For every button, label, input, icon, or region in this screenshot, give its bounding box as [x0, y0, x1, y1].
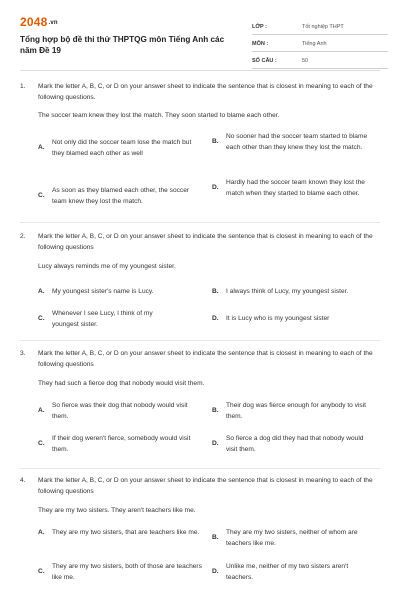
- option-d[interactable]: [212, 178, 376, 199]
- option-text: Hardly had the soccer team known they lost the match when they started to blame each other.: [226, 179, 365, 197]
- option-letter: D.: [212, 440, 219, 448]
- option-text: It is Lucy who is my youngest sister: [226, 315, 330, 322]
- question-number: 3.: [20, 350, 26, 357]
- option-letter: A.: [38, 144, 45, 152]
- option-a[interactable]: [38, 287, 202, 298]
- option-letter: B.: [212, 407, 219, 415]
- option-text: As soon as they blamed each other, the soccer team knew they lost the match.: [52, 187, 190, 205]
- meta-value: Tiếng Anh: [302, 41, 327, 47]
- meta-label: LỚP :: [252, 24, 267, 30]
- site-logo[interactable]: 2048.vn: [20, 15, 58, 29]
- meta-label: SỐ CÂU :: [252, 58, 277, 64]
- option-text: Not only did the soccer team lose the match but they blamed each other as well: [52, 139, 192, 157]
- option-letter: A.: [38, 407, 45, 415]
- option-letter: C.: [38, 315, 45, 323]
- option-b[interactable]: [212, 528, 376, 549]
- option-text: Unlike me, neither of my two sisters aren't teachers.: [226, 563, 349, 581]
- question-number: 1.: [20, 83, 26, 90]
- option-text: Whenever I see Lucy, I think of my youngest sister.: [52, 310, 153, 328]
- question-divider: [20, 468, 380, 469]
- header-divider: [20, 70, 380, 71]
- document-title: Tổng hợp bộ đề thi thử THPTQG môn Tiếng Anh các năm Đề 19: [20, 35, 225, 55]
- option-letter: B.: [212, 534, 219, 542]
- option-c[interactable]: [38, 186, 202, 207]
- meta-row-count: [252, 55, 388, 69]
- option-text: My youngest sister's name is Lucy.: [52, 288, 154, 295]
- meta-value: Tốt nghiệp THPT: [302, 24, 344, 30]
- question-instruction: Mark the letter A, B, C, or D on your answer sheet to indicate the sentence that is closest in meaning to each of the following questions: [38, 477, 373, 495]
- option-text: I always think of Lucy, my youngest sister.: [226, 288, 349, 295]
- option-b[interactable]: [212, 132, 376, 153]
- meta-value: 50: [302, 58, 309, 64]
- option-c[interactable]: [38, 562, 202, 583]
- question-stem: They are my two sisters. They aren't teachers like me.: [38, 507, 196, 514]
- question-number: 2.: [20, 233, 26, 240]
- option-text: They are my two sisters, neither of whom are teachers like me.: [226, 529, 358, 547]
- question-instruction: Mark the letter A, B, C, or D on your answer sheet to indicate the sentence that is closest in meaning to each of the following questions: [38, 350, 373, 368]
- meta-row-class: [252, 21, 388, 35]
- question-instruction: Mark the letter A, B, C, or D on your answer sheet to indicate the sentence that is closest in meaning to each of the following questions: [38, 233, 373, 251]
- question-stem: They had such a fierce dog that nobody would visit them.: [38, 380, 205, 387]
- option-a[interactable]: [38, 528, 202, 539]
- option-a[interactable]: [38, 401, 202, 422]
- option-letter: C.: [38, 568, 45, 576]
- option-letter: B.: [212, 138, 219, 146]
- option-text: They are my two sisters, both of those are teachers like me.: [52, 563, 202, 581]
- question-1: [20, 82, 380, 222]
- option-letter: C.: [38, 440, 45, 448]
- option-letter: A.: [38, 529, 45, 536]
- option-d[interactable]: [212, 434, 376, 455]
- option-letter: D.: [212, 315, 219, 322]
- option-text: If their dog weren't fierce, somebody would visit them.: [52, 435, 191, 453]
- option-text: So fierce a dog did they had that nobody would visit them.: [226, 435, 364, 453]
- option-letter: B.: [212, 288, 219, 295]
- question-number: 4.: [20, 477, 26, 484]
- question-2: [20, 232, 380, 340]
- question-divider: [20, 222, 380, 223]
- meta-row-subject: [252, 38, 388, 52]
- question-instruction: Mark the letter A, B, C, or D on your answer sheet to indicate the sentence that is closest in meaning to each of the following questions.: [38, 83, 373, 101]
- document-header: [20, 8, 388, 64]
- question-3: [20, 349, 380, 468]
- option-text: Their dog was fierce enough for anybody to visit them.: [226, 402, 367, 420]
- option-letter: C.: [38, 192, 45, 200]
- question-4: [20, 476, 380, 594]
- question-divider: [20, 340, 380, 341]
- question-stem: The soccer team knew they lost the match. They soon started to blame each other.: [38, 112, 280, 119]
- meta-table: [252, 21, 388, 72]
- option-c[interactable]: [38, 309, 172, 330]
- option-a[interactable]: [38, 138, 202, 159]
- option-text: No sooner had the soccer team started to blame each other than they knew they lost the match.: [226, 133, 368, 151]
- question-stem: Lucy always reminds me of my youngest sister.: [38, 263, 176, 270]
- option-d[interactable]: [212, 562, 376, 583]
- option-c[interactable]: [38, 434, 192, 455]
- option-letter: D.: [212, 184, 219, 192]
- option-b[interactable]: [212, 401, 376, 422]
- meta-label: MÔN :: [252, 41, 269, 47]
- option-letter: D.: [212, 568, 219, 576]
- option-b[interactable]: [212, 287, 391, 298]
- option-d[interactable]: [212, 314, 386, 325]
- option-text: They are my two sisters, that are teachers like me.: [52, 529, 200, 536]
- option-text: So fierce was their dog that nobody would visit them.: [52, 402, 188, 420]
- option-letter: A.: [38, 288, 45, 295]
